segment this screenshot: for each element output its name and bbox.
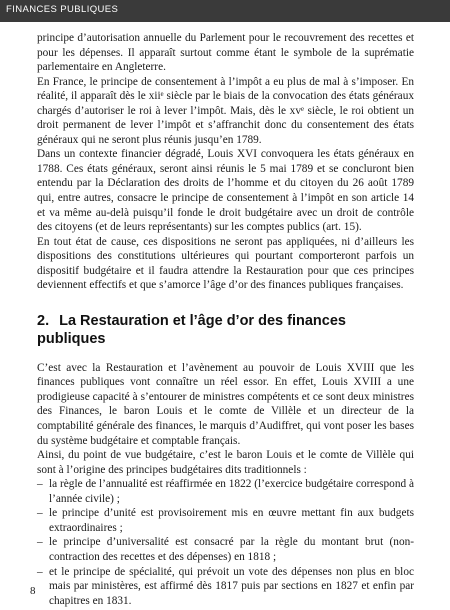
section-title: La Restauration et l’âge d’or des finances publiques: [37, 312, 346, 347]
paragraph: C’est avec la Restauration et l’avènement au pouvoir de Louis XVIII que les finances publiques vont connaître un réel essor. En effet, Louis XVIII a une prodigieuse capacité à s’entourer de ministres compétents et ce sont deux ministres des Finances, le baron Louis et le comte de Villèle et un directeur de la comptabilité générale des finances, le marquis d’Audiffret, qui vont poser les bases du système budgétaire et comptable français.: [37, 361, 414, 447]
list-item: – la règle de l’annualité est réaffirmée en 1822 (l’exercice budgétaire correspond à l’année civile) ;: [37, 477, 414, 506]
paragraph: En tout état de cause, ces dispositions ne seront pas appliquées, ni d’ailleurs les dispositions des constitutions ultérieures qui pourtant comporteront parfois un dispositif budgétaire et il faudra attendre la Restauration pour que ces principes deviennent effectifs et que s’amorce l’âge d’or des finances publiques françaises.: [37, 235, 414, 292]
list-item: – et le principe de spécialité, qui prévoit un vote des dépenses non plus en bloc mais par ministères, est affirmé dès 1817 puis par sections en 1827 et enfin par chapitres en 1831.: [37, 565, 414, 609]
section-heading: [37, 312, 414, 348]
paragraph: En France, le principe de consentement à l’impôt a eu plus de mal à s’imposer. En réalité, il apparaît dès le xiiᵉ siècle par le biais de la convocation des états généraux chargés d’autoriser le roi à lever l’impôt. Mais, dès le xvᵉ siècle, le roi obtient un droit permanent de lever l’impôt et s’affranchit donc du consentement des états généraux qui ne seront plus réunis jusqu’en 1789.: [37, 75, 414, 146]
page-body: [37, 31, 414, 608]
paragraph: Dans un contexte financier dégradé, Louis XVI convoquera les états généraux en 1788. Ces états généraux, seront ainsi réunis le 5 mai 1789 et se concluront bien entendu par la Déclaration des droits de l’homme et du citoyen du 26 août 1789 qui, entre autres, consacre le principe de consentement à l’impôt en son article 14 et va même au-delà puisqu’il fonde le droit budgétaire avec un droit de contrôle des citoyens (et de leurs représentants) sur les comptes publics (art. 15).: [37, 148, 414, 234]
list-item: – le principe d’unité est provisoirement mis en œuvre mettant fin aux budgets extraordinaires ;: [37, 506, 414, 535]
running-header: [0, 0, 450, 22]
section-number: 2.: [37, 312, 50, 329]
principles-list: [37, 477, 414, 608]
paragraph: Ainsi, du point de vue budgétaire, c’est le baron Louis et le comte de Villèle qui sont à l’origine des principes budgétaires dits traditionnels :: [37, 449, 414, 476]
page-number: 8: [30, 585, 36, 597]
paragraph: principe d’autorisation annuelle du Parlement pour le recouvrement des recettes et pour les dépenses. Il apparaît surtout comme étant le symbole de la suprématie parlementaire en Angleterre.: [37, 32, 414, 74]
list-item: – le principe d’universalité est consacré par la règle du montant brut (non-contraction des recettes et des dépenses) en 1818 ;: [37, 535, 414, 564]
running-title: FINANCES PUBLIQUES: [6, 4, 119, 15]
